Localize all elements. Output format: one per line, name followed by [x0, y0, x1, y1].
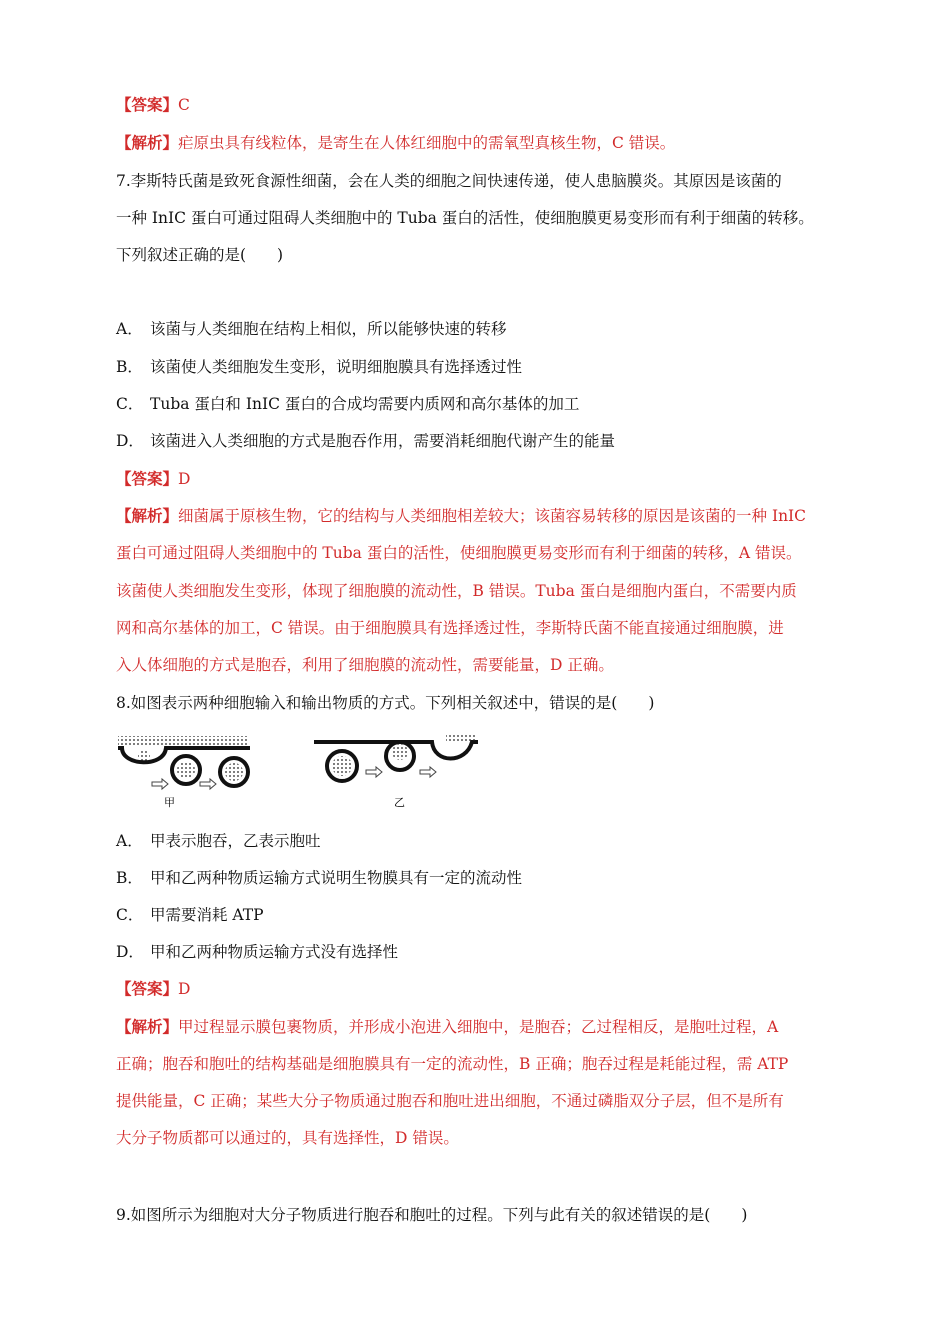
option-letter: A．	[116, 832, 143, 850]
arrow-icon	[366, 767, 382, 777]
answer-value: D	[178, 470, 191, 488]
answer-tag: 【答案】	[116, 95, 179, 114]
q6-answer	[116, 94, 190, 116]
q7-analysis-line-1	[116, 505, 806, 527]
q7-analysis-line-3: 该菌使人类细胞发生变形，体现了细胞膜的流动性，B 错误。Tuba 蛋白是细胞内蛋白，不需要内质	[116, 582, 797, 600]
figure-svg	[116, 734, 486, 814]
option-text: Tuba 蛋白和 InIC 蛋白的合成均需要内质网和高尔基体的加工	[150, 395, 580, 413]
vesicle-1-content	[177, 761, 195, 779]
particles-invagination	[138, 750, 150, 762]
answer-value: D	[178, 980, 191, 998]
analysis-text: 甲过程显示膜包裹物质，并形成小泡进入细胞中，是胞吞；乙过程相反，是胞吐过程，A	[178, 1018, 779, 1036]
analysis-tag: 【解析】	[116, 133, 179, 152]
option-text: 该菌进入人类细胞的方式是胞吞作用，需要消耗细胞代谢产生的能量	[150, 432, 616, 450]
q7-analysis-line-4: 网和高尔基体的加工，C 错误。由于细胞膜具有选择透过性，李斯特氏菌不能直接通过细胞膜，进	[116, 619, 784, 637]
q7-option-b[interactable]	[116, 356, 522, 378]
analysis-text: 疟原虫具有线粒体，是寄生在人体红细胞中的需氧型真核生物，C 错误。	[178, 134, 676, 152]
q8-analysis-line-2: 正确；胞吞和胞吐的结构基础是细胞膜具有一定的流动性，B 正确；胞吞过程是耗能过程，需 ATP	[116, 1055, 789, 1073]
option-letter: B．	[116, 358, 143, 376]
particles-released	[446, 734, 476, 742]
particles-outside	[118, 736, 248, 746]
analysis-text: 细菌属于原核生物，它的结构与人类细胞相差较大；该菌容易转移的原因是该菌的一种 InIC	[178, 507, 807, 525]
option-text: 甲表示胞吞，乙表示胞吐	[150, 832, 321, 850]
option-letter: C．	[116, 906, 144, 924]
option-text: 甲需要消耗 ATP	[150, 906, 264, 924]
q7-option-d[interactable]	[116, 430, 615, 452]
q8-stem: 8.如图表示两种细胞输入和输出物质的方式。下列相关叙述中，错误的是( )	[116, 694, 655, 712]
answer-tag: 【答案】	[116, 979, 179, 998]
figure-label-jia: 甲	[164, 796, 175, 809]
endocytosis-exocytosis-figure	[116, 734, 486, 814]
option-text: 甲和乙两种物质运输方式说明生物膜具有一定的流动性	[150, 869, 523, 887]
q6-analysis	[116, 132, 675, 154]
option-letter: B．	[116, 869, 143, 887]
option-letter: A．	[116, 320, 143, 338]
option-letter: D．	[116, 432, 144, 450]
q8-option-a[interactable]	[116, 830, 321, 852]
q7-option-a[interactable]	[116, 318, 507, 340]
q7-analysis-line-5: 入人体细胞的方式是胞吞，利用了细胞膜的流动性，需要能量，D 正确。	[116, 656, 614, 674]
arrow-icon	[420, 767, 436, 777]
arrow-icon	[200, 779, 216, 789]
arrow-icon	[152, 779, 168, 789]
q8-analysis-line-4: 大分子物质都可以通过的，具有选择性，D 错误。	[116, 1129, 459, 1147]
q8-analysis-line-3: 提供能量，C 正确；某些大分子物质通过胞吞和胞吐进出细胞，不通过磷脂双分子层，但不是所有	[116, 1092, 784, 1110]
q7-option-c[interactable]	[116, 393, 579, 415]
vesicle-4-content	[392, 744, 408, 760]
q7-stem-line-1: 7.李斯特氏菌是致死食源性细菌，会在人类的细胞之间快速传递，使人患脑膜炎。其原因是该菌的	[116, 172, 782, 190]
q8-answer	[116, 978, 190, 1000]
option-letter: D．	[116, 943, 144, 961]
answer-value: C	[178, 96, 190, 114]
option-text: 甲和乙两种物质运输方式没有选择性	[150, 943, 399, 961]
answer-tag: 【答案】	[116, 469, 179, 488]
vesicle-2-content	[225, 763, 243, 781]
q8-option-b[interactable]	[116, 867, 522, 889]
option-letter: C．	[116, 395, 144, 413]
q7-stem-line-3: 下列叙述正确的是( )	[116, 246, 284, 264]
q7-stem-line-2: 一种 InIC 蛋白可通过阻碍人类细胞中的 Tuba 蛋白的活性，使细胞膜更易变形而有利于细菌的转移。	[116, 209, 814, 227]
figure-label-yi: 乙	[394, 796, 405, 809]
figure-jia	[118, 736, 250, 789]
q7-analysis-line-2: 蛋白可通过阻碍人类细胞中的 Tuba 蛋白的活性，使细胞膜更易变形而有利于细菌的转移，A 错误。	[116, 544, 802, 562]
q8-option-c[interactable]	[116, 904, 264, 926]
q7-answer	[116, 468, 190, 490]
option-text: 该菌与人类细胞在结构上相似，所以能够快速的转移	[150, 320, 507, 338]
q8-analysis-line-1	[116, 1016, 778, 1038]
figure-yi	[314, 734, 478, 781]
vesicle-3-content	[332, 756, 352, 776]
analysis-tag: 【解析】	[116, 1017, 179, 1036]
q8-option-d[interactable]	[116, 941, 398, 963]
option-text: 该菌使人类细胞发生变形，说明细胞膜具有选择透过性	[150, 358, 523, 376]
q9-stem: 9.如图所示为细胞对大分子物质进行胞吞和胞吐的过程。下列与此有关的叙述错误的是( )	[116, 1206, 748, 1224]
analysis-tag: 【解析】	[116, 506, 179, 525]
